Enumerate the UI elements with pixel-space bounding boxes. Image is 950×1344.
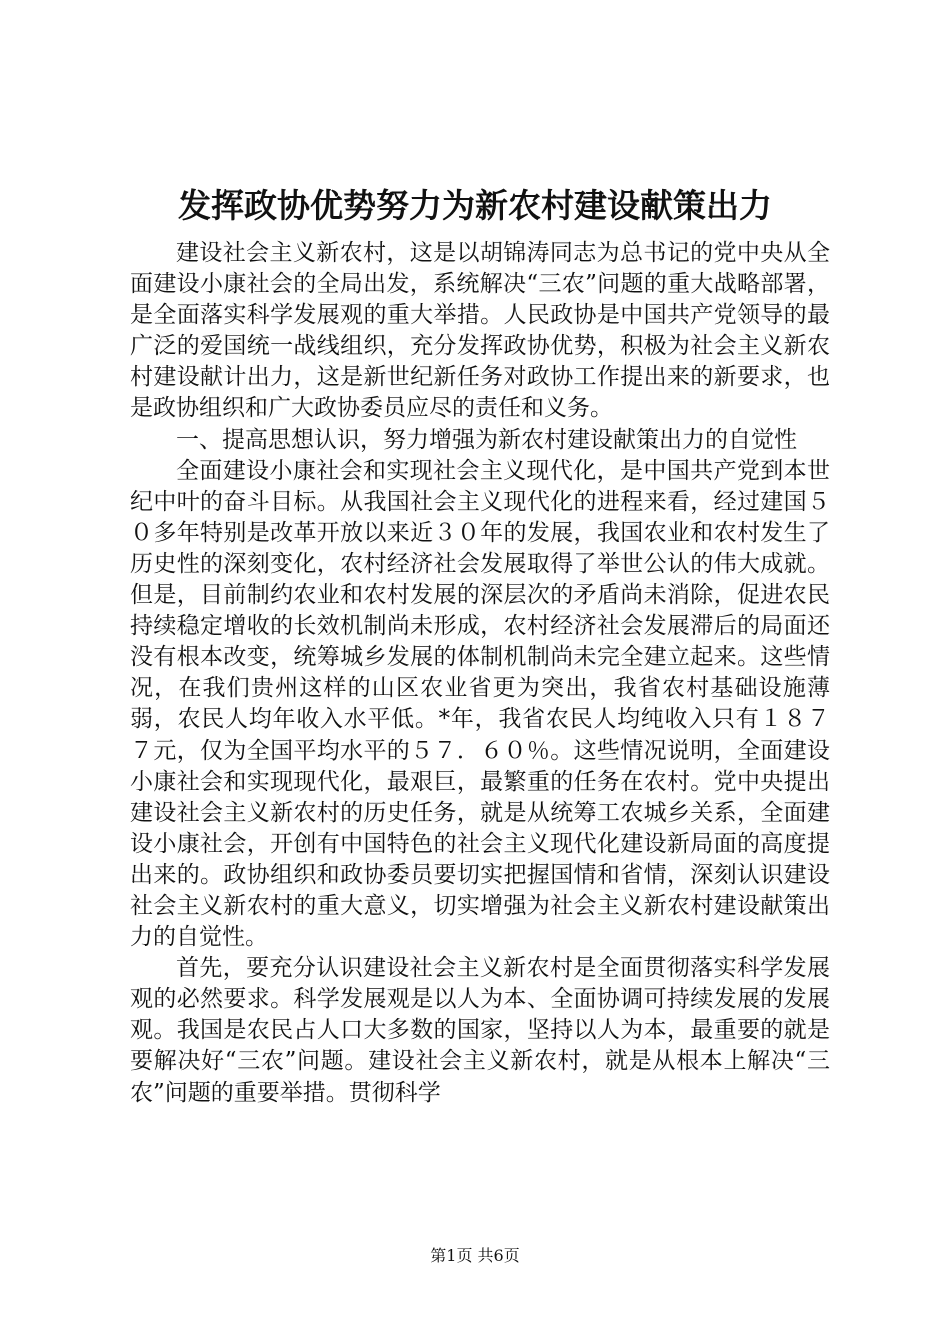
paragraph-intro: 建设社会主义新农村，这是以胡锦涛同志为总书记的党中央从全面建设小康社会的全局出发，系统解决“三农”问题的重大战略部署，是全面落实科学发展观的重大举措。人民政协是中国共产党领导的最广泛的爱国统一战线组织，充分发挥政协优势，积极为社会主义新农村建设献计出力，这是新世纪新任务对政协工作提出来的新要求，也是政协组织和广大政协委员应尽的责任和义务。 [130,240,830,422]
document-title: 发挥政协优势努力为新农村建设献策出力 [178,186,772,225]
document-body [130,238,830,1109]
page-footer: 第1页 共6页 [430,1246,520,1265]
paragraph-section-1: 全面建设小康社会和实现社会主义现代化，是中国共产党到本世纪中叶的奋斗目标。从我国社会主义现代化的进程来看，经过建国５０多年特别是改革开放以来近３０年的发展，我国农业和农村发生了历史性的深刻变化，农村经济社会发展取得了举世公认的伟大成就。但是，目前制约农业和农村发展的深层次的矛盾尚未消除，促进农民持续稳定增收的长效机制尚未形成，农村经济社会发展滞后的局面还没有根本改变，统筹城乡发展的体制机制尚未完全建立起来。这些情况，在我们贵州这样的山区农业省更为突出，我省农村基础设施薄弱，农民人均年收入水平低。*年，我省农民人均纯收入只有１８７７元，仅为全国平均水平的５７．６０％。这些情况说明，全面建设小康社会和实现现代化，最艰巨，最繁重的任务在农村。党中央提出建设社会主义新农村的历史任务，就是从统筹工农城乡关系，全面建设小康社会，开创有中国特色的社会主义现代化建设新局面的高度提出来的。政协组织和政协委员要切实把握国情和省情，深刻认识建设社会主义新农村的重大意义，切实增强为社会主义新农村建设献策出力的自觉性。 [130,457,830,951]
paragraph-first-point: 首先，要充分认识建设社会主义新农村是全面贯彻落实科学发展观的必然要求。科学发展观是以人为本、全面协调可持续发展的发展观。我国是农民占人口大多数的国家，坚持以人为本，最重要的就是要解决好“三农”问题。建设社会主义新农村，就是从根本上解决“三农”问题的重要举措。贯彻科学 [130,955,830,1106]
section-heading-1: 一、提高思想认识，努力增强为新农村建设献策出力的自觉性 [176,426,797,453]
